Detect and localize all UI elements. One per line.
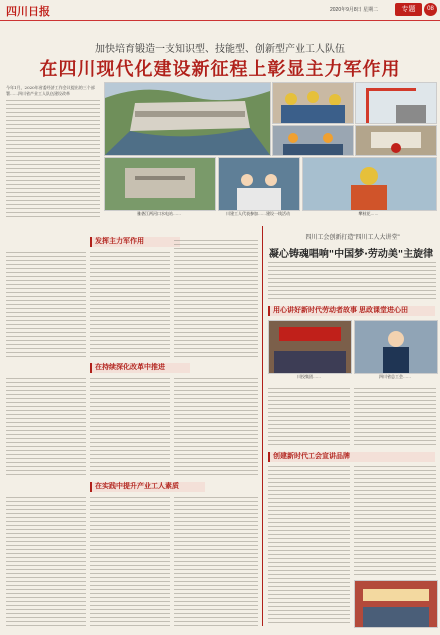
intro-body [6, 100, 100, 220]
article-col-5 [90, 378, 170, 478]
photo-dam [104, 82, 271, 156]
site-image [105, 158, 215, 210]
subhead-1: 发挥主力军作用 [90, 237, 180, 247]
right-col-2 [354, 388, 436, 448]
caption-4: 川投集团…… [297, 374, 321, 379]
subhead-2: 在持续深化改革中推进 [90, 363, 190, 373]
article-col-1 [6, 252, 86, 360]
article-col-6 [174, 378, 258, 478]
kicker-line: 加快培育锻造一支知识型、技能型、创新型产业工人队伍 [95, 44, 345, 55]
workers-image [273, 83, 353, 123]
caption-2: 川建工人代表参加……建设一线活动 [226, 211, 290, 216]
intro-lead: 今年1月，2020年省委经济工作会议提出的三个部署……四川省产业工人队伍建设改革 [6, 85, 95, 96]
training-image [356, 126, 436, 155]
caption-3: 攀枝花…… [358, 211, 379, 216]
right-subhead-1: 用心讲好新时代劳动者故事 思政课堂进心田 [268, 306, 435, 316]
article-col-7 [6, 497, 86, 627]
issue-date: 2020年9月8日 星期二 [330, 7, 379, 13]
right-col-4 [354, 466, 436, 576]
right-kicker: 四川工会创新打造"四川工人大讲堂" [305, 235, 400, 241]
article-col-2 [90, 252, 170, 360]
main-headline: 在四川现代化建设新征程上彰显主力军作用 [39, 59, 401, 80]
newspaper-logo: 四川日报 [6, 5, 50, 18]
subhead-3: 在实践中提升产业工人素质 [90, 482, 205, 492]
award-image [355, 581, 437, 627]
lecture-hall-image [269, 321, 351, 373]
photo-workers-2 [355, 82, 437, 124]
masthead [0, 0, 440, 21]
article-col-8 [90, 497, 170, 627]
article-col-9 [174, 497, 258, 627]
photo-workers-1 [272, 82, 354, 124]
photo-workers-4 [355, 125, 437, 156]
right-col-3 [268, 466, 350, 626]
caption-5: 四川省总工会…… [379, 374, 411, 379]
article-col-4 [6, 378, 86, 478]
right-lead [268, 262, 436, 302]
photo-lecture-2 [354, 320, 438, 374]
photo-bottom-right [354, 580, 438, 628]
photo-bottom-2 [218, 157, 300, 211]
right-divider [262, 226, 263, 626]
lab-image [219, 158, 299, 210]
photo-workers-3 [272, 125, 354, 156]
caption-1: 雅砻江两河口水电站…… [137, 211, 181, 216]
right-subhead-2: 创建新时代工会宣讲品牌 [268, 452, 435, 462]
dam-image [105, 83, 270, 155]
photo-bottom-3 [302, 157, 437, 211]
factory-image [273, 126, 353, 155]
worker-portrait [303, 158, 436, 210]
speaker-image [355, 321, 437, 373]
article-col-3 [174, 240, 258, 360]
crane-image [356, 83, 436, 123]
right-col-1 [268, 388, 350, 448]
section-badge: 专题 [395, 3, 422, 16]
right-headline: 凝心铸魂唱响"中国梦·劳动美"主旋律 [268, 249, 434, 260]
photo-lecture-1 [268, 320, 352, 374]
photo-bottom-1 [104, 157, 216, 211]
page-number: 08 [424, 3, 437, 16]
